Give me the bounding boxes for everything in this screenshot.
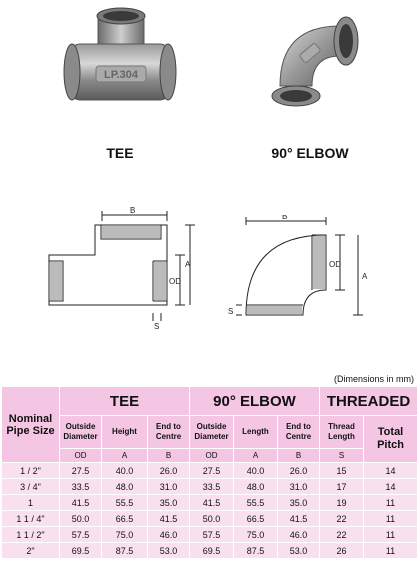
tee-a-cell: 55.5 [102, 495, 148, 511]
elbow-group-header: 90° ELBOW [190, 387, 320, 416]
tee-dim-od: OD [169, 277, 181, 286]
spec-table [1, 386, 418, 559]
elbow-a-cell: 40.0 [234, 463, 278, 479]
tee-b-symbol: B [148, 449, 190, 463]
elbow-b-cell: 41.5 [278, 511, 320, 527]
tee-b-cell: 46.0 [148, 527, 190, 543]
tee-a-cell: 40.0 [102, 463, 148, 479]
elbow-caption: 90° ELBOW [271, 145, 349, 161]
elbow-a-cell: 66.5 [234, 511, 278, 527]
size-cell: 1 [2, 495, 60, 511]
elbow-a-symbol: A [234, 449, 278, 463]
units-note: (Dimensions in mm) [333, 374, 414, 384]
elbow-b-cell: 31.0 [278, 479, 320, 495]
tee-a-cell: 66.5 [102, 511, 148, 527]
elbow-od-cell: 50.0 [190, 511, 234, 527]
thread-s-cell: 22 [320, 527, 364, 543]
elbow-od-cell: 41.5 [190, 495, 234, 511]
tee-dim-a: A [185, 260, 191, 269]
size-cell: 1 1 / 2" [2, 527, 60, 543]
size-cell: 3 / 4" [2, 479, 60, 495]
pitch-cell: 14 [364, 463, 418, 479]
elbow-a-cell: 48.0 [234, 479, 278, 495]
threaded-group-header: THREADED [320, 387, 418, 416]
size-cell: 2" [2, 543, 60, 559]
size-cell: 1 / 2" [2, 463, 60, 479]
pitch-cell: 14 [364, 479, 418, 495]
total-pitch-header: Total Pitch [364, 416, 418, 463]
tee-b-cell: 31.0 [148, 479, 190, 495]
tee-dim-b: B [130, 206, 136, 215]
thread-s-cell: 17 [320, 479, 364, 495]
elbow-a-cell: 55.5 [234, 495, 278, 511]
tee-od-cell: 33.5 [60, 479, 102, 495]
elbow-drawing [228, 215, 378, 335]
tee-dim-s: S [154, 322, 160, 331]
tee-b-cell: 53.0 [148, 543, 190, 559]
elbow-length-header: Length [234, 416, 278, 449]
elbow-b-cell: 53.0 [278, 543, 320, 559]
elbow-dim-a: A [362, 272, 368, 281]
elbow-od-cell: 57.5 [190, 527, 234, 543]
elbow-od-cell: 27.5 [190, 463, 234, 479]
tee-b-cell: 26.0 [148, 463, 190, 479]
elbow-b-symbol: B [278, 449, 320, 463]
elbow-b-cell: 46.0 [278, 527, 320, 543]
table-row [2, 543, 418, 559]
thread-s-symbol: S [320, 449, 364, 463]
elbow-dim-od: OD [329, 260, 341, 269]
tee-b-cell: 35.0 [148, 495, 190, 511]
pitch-cell: 11 [364, 511, 418, 527]
elbow-od-cell: 33.5 [190, 479, 234, 495]
nominal-size-header: Nominal Pipe Size [2, 387, 60, 463]
tee-od-cell: 27.5 [60, 463, 102, 479]
thread-s-cell: 15 [320, 463, 364, 479]
tee-b-cell: 41.5 [148, 511, 190, 527]
thread-s-cell: 22 [320, 511, 364, 527]
elbow-od-cell: 69.5 [190, 543, 234, 559]
pitch-cell: 11 [364, 543, 418, 559]
thread-s-cell: 19 [320, 495, 364, 511]
elbow-od-symbol: OD [190, 449, 234, 463]
table-row [2, 495, 418, 511]
tee-a-cell: 48.0 [102, 479, 148, 495]
tee-a-symbol: A [102, 449, 148, 463]
elbow-photo [250, 6, 370, 116]
elbow-a-cell: 87.5 [234, 543, 278, 559]
tee-od-header: Outside Diameter [60, 416, 102, 449]
tee-od-cell: 57.5 [60, 527, 102, 543]
thread-s-cell: 26 [320, 543, 364, 559]
pitch-cell: 11 [364, 495, 418, 511]
tee-drawing [35, 205, 195, 335]
tee-group-header: TEE [60, 387, 190, 416]
tee-height-header: Height [102, 416, 148, 449]
pitch-cell: 11 [364, 527, 418, 543]
tee-a-cell: 87.5 [102, 543, 148, 559]
table-row [2, 527, 418, 543]
elbow-dim-b: B [282, 215, 288, 221]
tee-photo [60, 6, 180, 116]
elbow-dim-s: S [228, 307, 234, 316]
table-row [2, 511, 418, 527]
elbow-od-header: Outside Diameter [190, 416, 234, 449]
tee-end-centre-header: End to Centre [148, 416, 190, 449]
tee-stamp-text: LP.304 [103, 69, 139, 81]
elbow-b-cell: 35.0 [278, 495, 320, 511]
table-row [2, 463, 418, 479]
elbow-b-cell: 26.0 [278, 463, 320, 479]
tee-a-cell: 75.0 [102, 527, 148, 543]
table-row [2, 479, 418, 495]
elbow-end-centre-header: End to Centre [278, 416, 320, 449]
tee-od-cell: 69.5 [60, 543, 102, 559]
tee-od-symbol: OD [60, 449, 102, 463]
tee-od-cell: 41.5 [60, 495, 102, 511]
tee-od-cell: 50.0 [60, 511, 102, 527]
thread-length-header: Thread Length [320, 416, 364, 449]
size-cell: 1 1 / 4" [2, 511, 60, 527]
tee-caption: TEE [106, 145, 134, 161]
elbow-a-cell: 75.0 [234, 527, 278, 543]
